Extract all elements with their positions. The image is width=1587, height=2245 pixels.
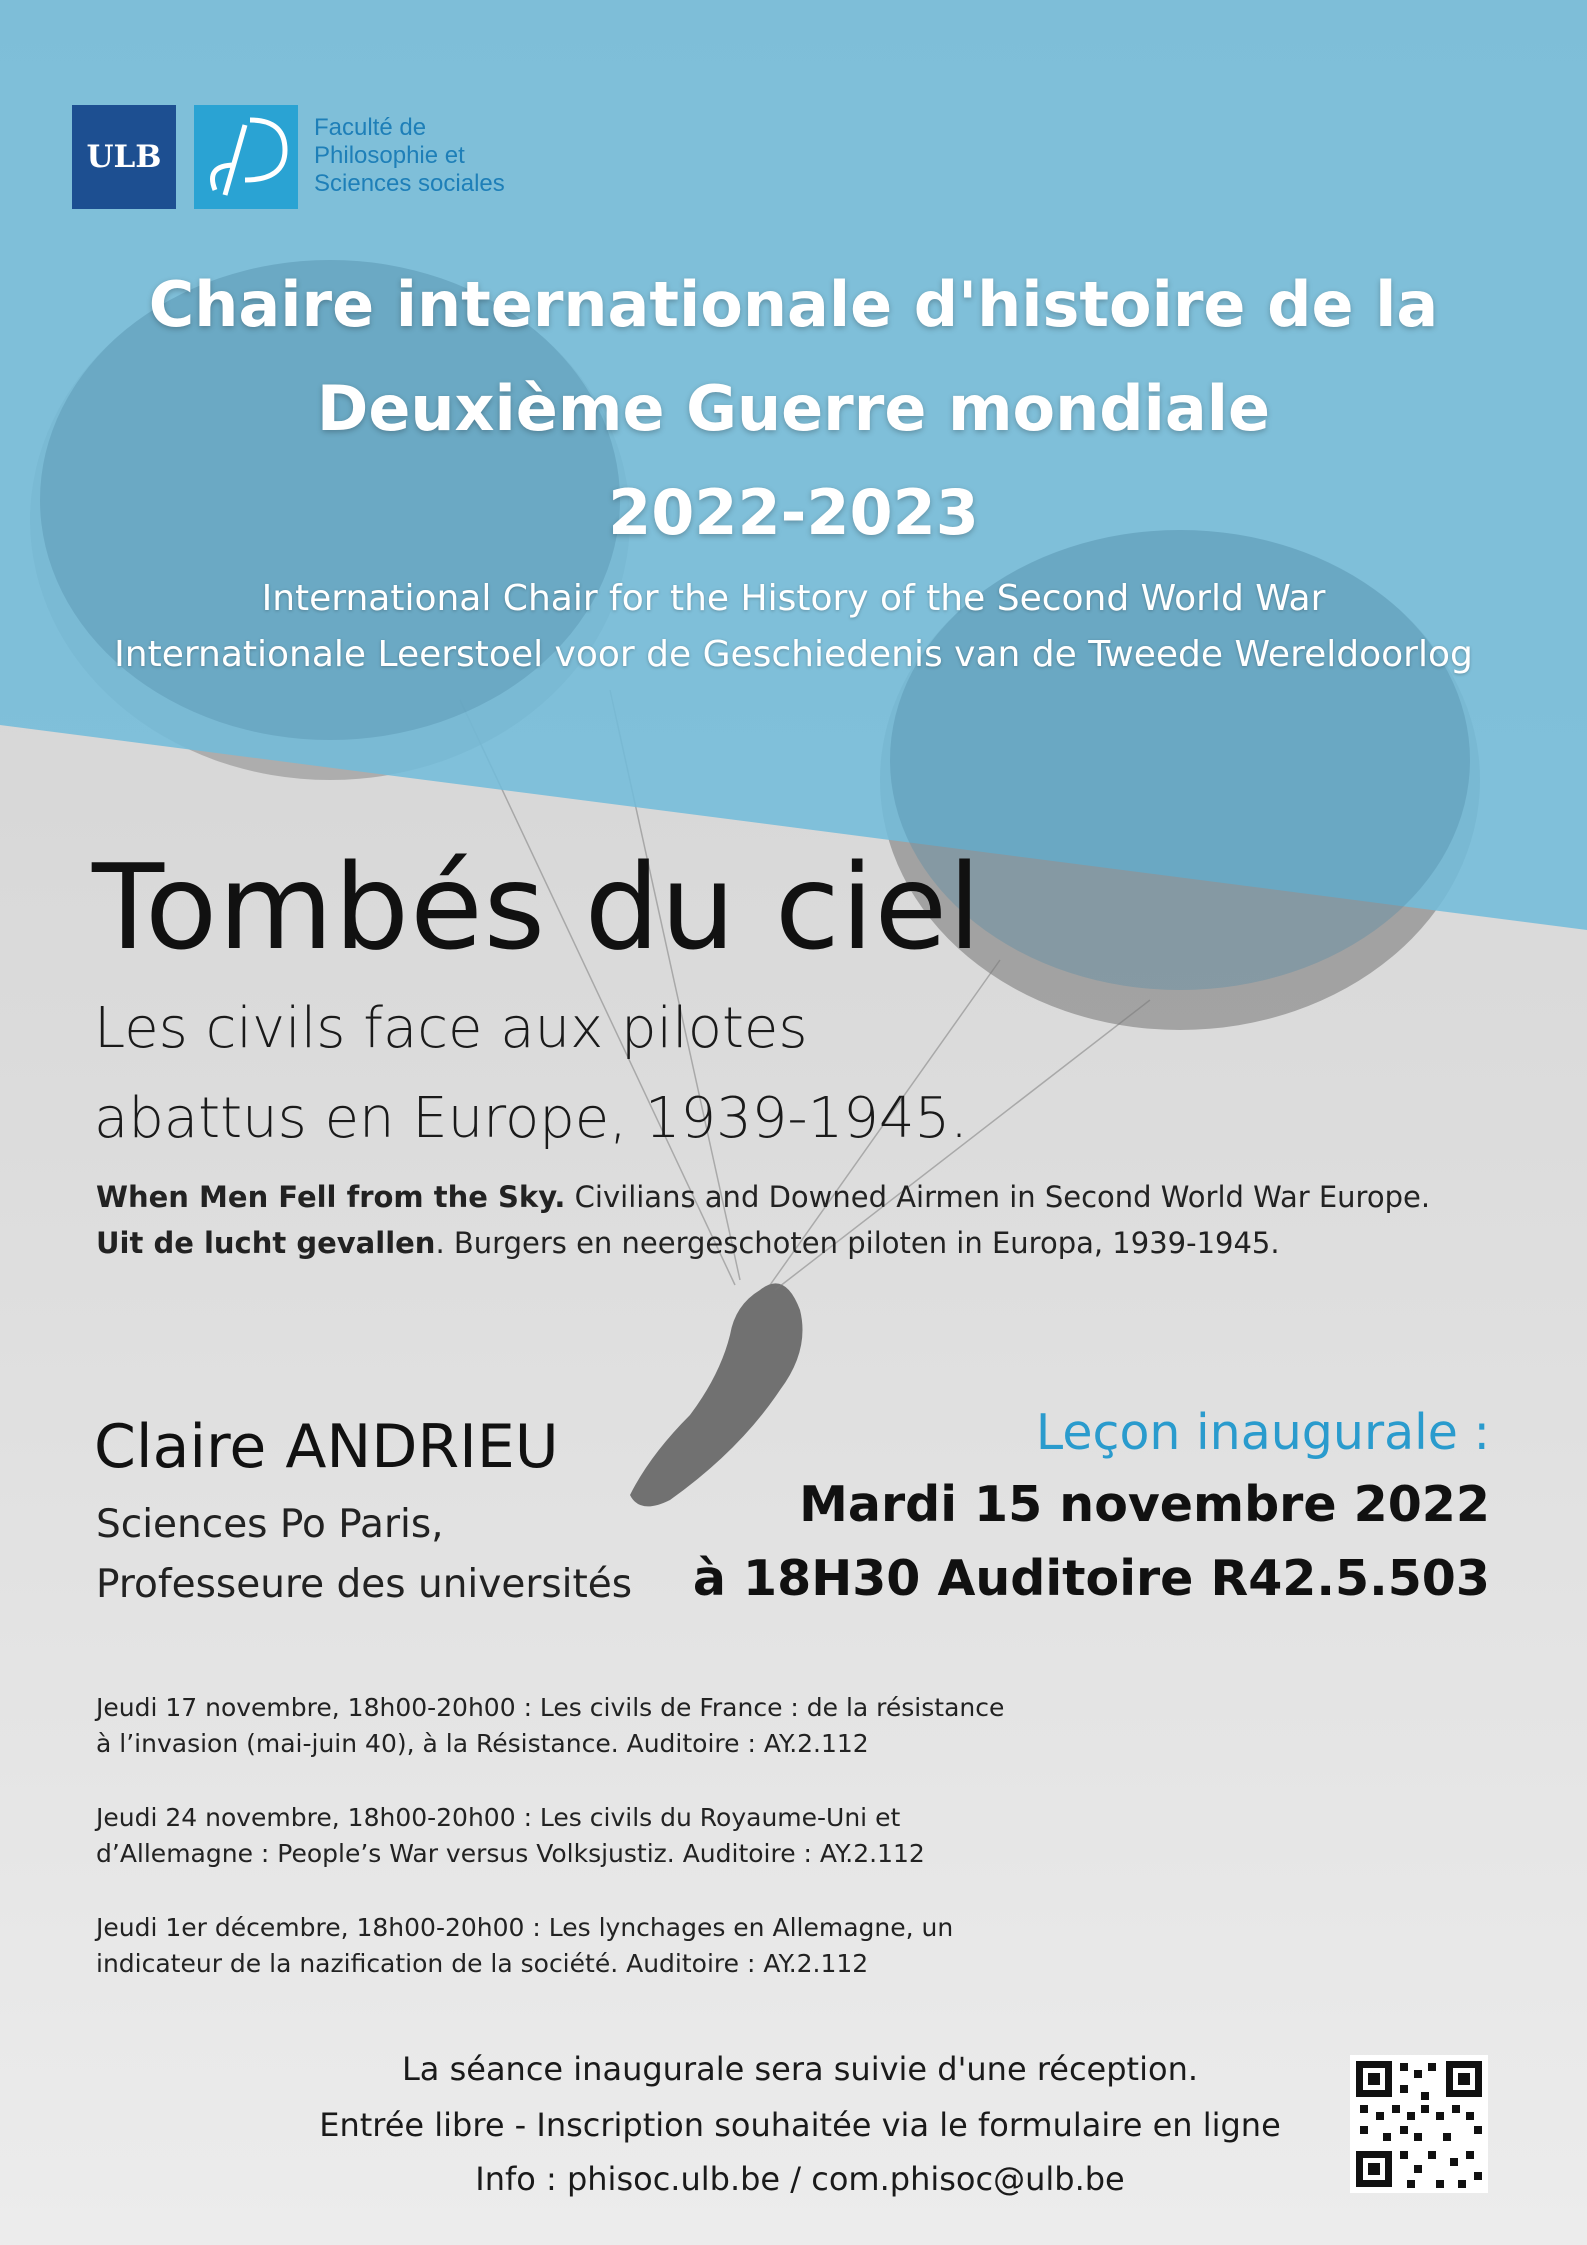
session-line: indicateur de la nazification de la société. Auditoire : AY.2.112 <box>96 1949 869 1978</box>
speaker-affiliation-2: Professeure des universités <box>96 1562 633 1607</box>
lecture-subtitle-line-2: abattus en Europe, 1939-1945. <box>94 1086 968 1151</box>
footer-reception: La séance inaugurale sera suivie d'une réception. <box>401 2050 1199 2088</box>
faculty-line: Sciences sociales <box>314 170 505 197</box>
translation-nl <box>96 1226 1280 1260</box>
footer-info: Info : phisoc.ulb.be / com.phisoc@ulb.be <box>475 2160 1125 2198</box>
faculty-line: Faculté de <box>314 114 427 141</box>
session-item <box>96 1910 1096 1982</box>
session-line: d’Allemagne : People’s War versus Volksjustiz. Auditoire : AY.2.112 <box>96 1839 925 1868</box>
inaugural-label: Leçon inaugurale : <box>1035 1404 1490 1461</box>
chair-title-year: 2022-2023 <box>608 476 979 549</box>
session-line: Jeudi 24 novembre, 18h00-20h00 : Les civils du Royaume-Uni et <box>96 1803 901 1832</box>
translation-nl-title: Uit de lucht gevallen <box>96 1226 436 1260</box>
faculty-line: Philosophie et <box>314 142 465 169</box>
lecture-title: Tombés du ciel <box>92 838 982 976</box>
session-item <box>96 1800 1096 1872</box>
chair-subtitle-en: International Chair for the History of the Second World War <box>261 578 1326 619</box>
session-line: à l’invasion (mai-juin 40), à la Résistance. Auditoire : AY.2.112 <box>96 1729 869 1758</box>
footer-registration: Entrée libre - Inscription souhaitée via le formulaire en ligne <box>319 2106 1281 2144</box>
chair-subtitle-nl: Internationale Leerstoel voor de Geschiedenis van de Tweede Wereldoorlog <box>114 634 1473 675</box>
translation-en <box>96 1180 1430 1214</box>
translation-nl-text: . Burgers en neergeschoten piloten in Europa, 1939-1945. <box>435 1226 1280 1260</box>
session-item <box>96 1690 1096 1762</box>
session-line: Jeudi 1er décembre, 18h00-20h00 : Les lynchages en Allemagne, un <box>96 1913 954 1942</box>
chair-title-line-2: Deuxième Guerre mondiale <box>316 372 1271 445</box>
lecture-subtitle-line-1: Les civils face aux pilotes <box>94 996 808 1061</box>
chair-title-line-1: Chaire internationale d'histoire de la <box>148 268 1439 341</box>
translation-en-text: Civilians and Downed Airmen in Second World War Europe. <box>565 1180 1431 1214</box>
faculty-name <box>314 114 505 198</box>
qr-code[interactable] <box>1350 2055 1488 2193</box>
translation-en-title: When Men Fell from the Sky. <box>96 1180 566 1214</box>
speaker-affiliation-1: Sciences Po Paris, <box>96 1502 444 1547</box>
inaugural-time-place: à 18H30 Auditoire R42.5.503 <box>692 1550 1490 1607</box>
ulb-logo: ULB <box>72 105 176 209</box>
inaugural-date: Mardi 15 novembre 2022 <box>799 1476 1490 1533</box>
speaker-name: Claire ANDRIEU <box>94 1412 559 1482</box>
session-line: Jeudi 17 novembre, 18h00-20h00 : Les civils de France : de la résistance <box>96 1693 1005 1722</box>
